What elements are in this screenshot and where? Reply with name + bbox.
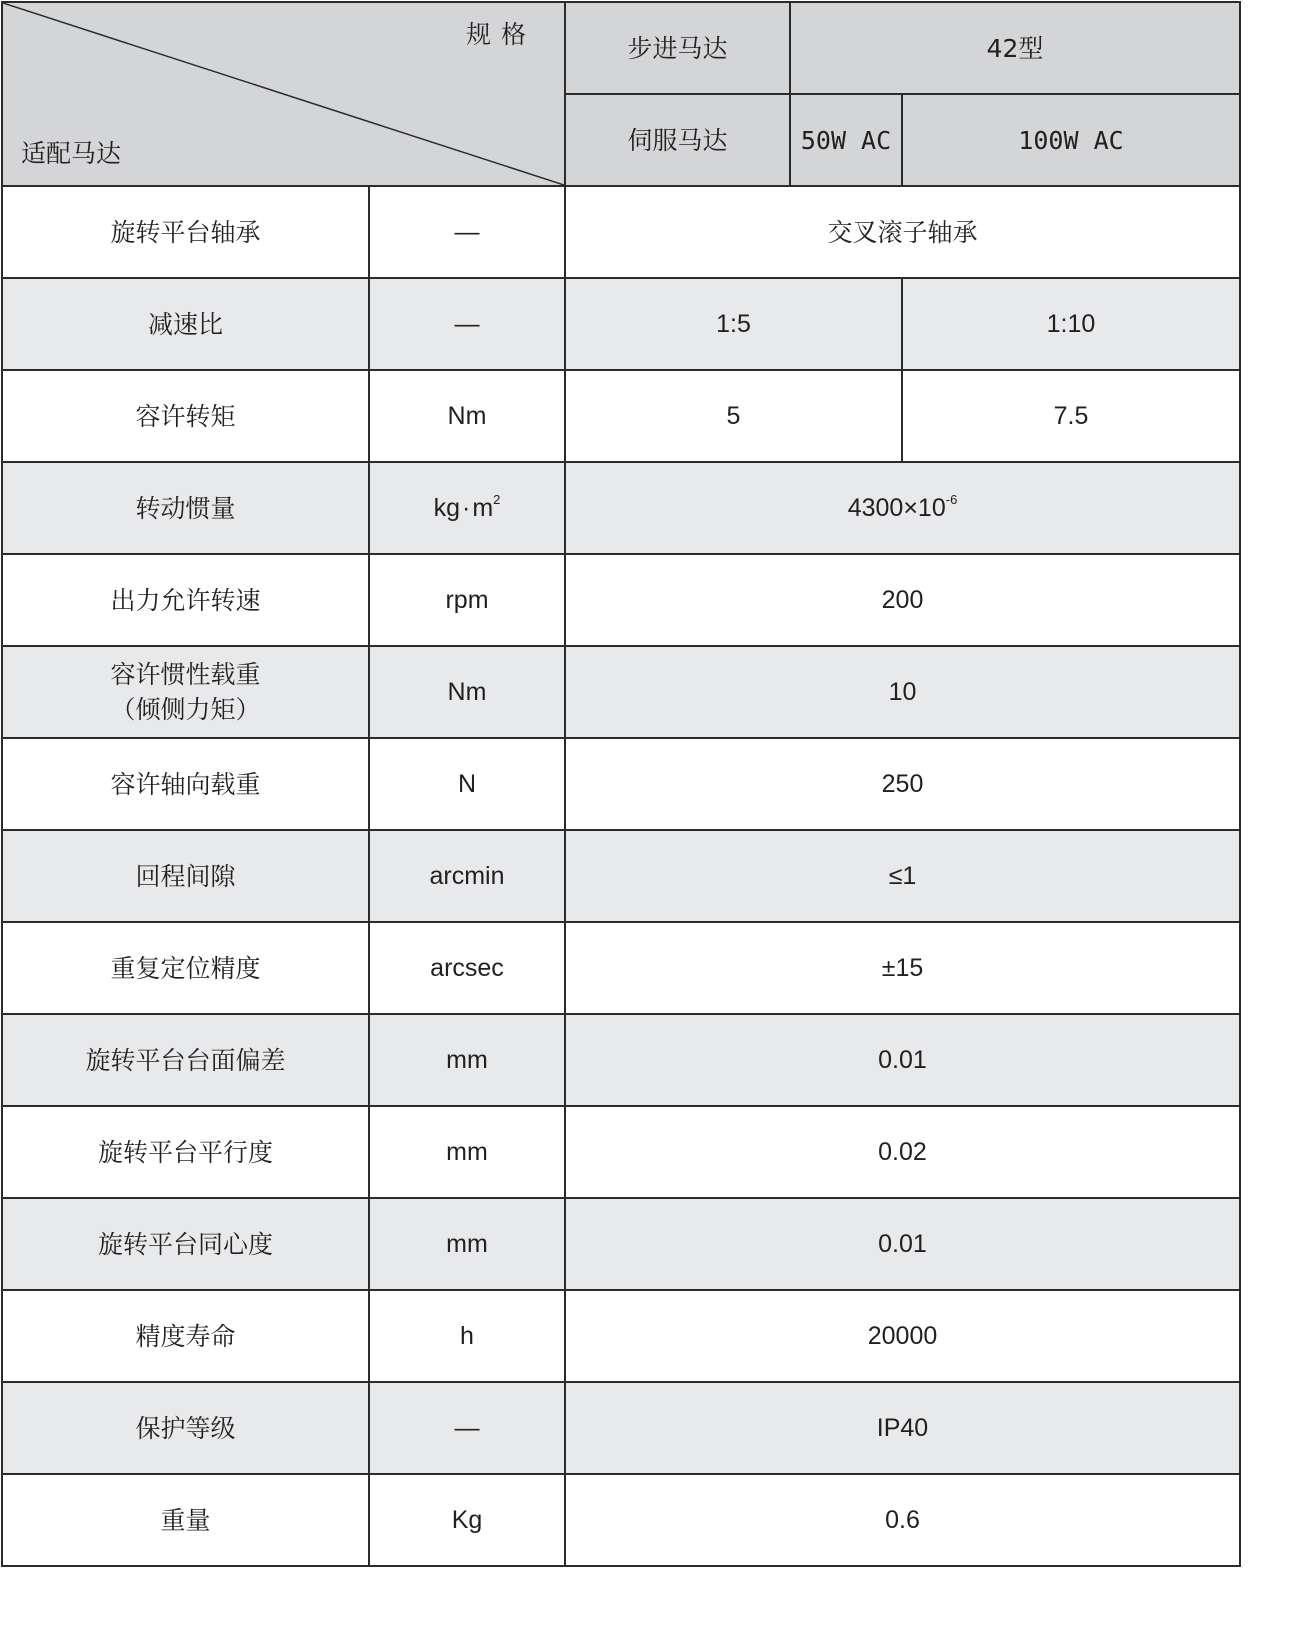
row-value: ±15 bbox=[565, 922, 1240, 1014]
row-unit: rpm bbox=[369, 554, 565, 646]
row-unit: h bbox=[369, 1290, 565, 1382]
header-row-stepper bbox=[2, 2, 1240, 94]
row-value: 20000 bbox=[565, 1290, 1240, 1382]
table-row bbox=[2, 1474, 1240, 1566]
value-exponent: -6 bbox=[945, 491, 958, 507]
row-name: 转动惯量 bbox=[2, 462, 369, 554]
unit-exponent: 2 bbox=[493, 491, 501, 507]
row-value: 10 bbox=[565, 646, 1240, 738]
row-unit: — bbox=[369, 278, 565, 370]
row-unit: arcmin bbox=[369, 830, 565, 922]
table-row bbox=[2, 1290, 1240, 1382]
row-name: 旋转平台轴承 bbox=[2, 186, 369, 278]
unit-dot: · bbox=[462, 493, 471, 522]
table-row bbox=[2, 1198, 1240, 1290]
table-row bbox=[2, 1106, 1240, 1198]
spec-corner-label: 规格 bbox=[465, 20, 536, 49]
row-value: 200 bbox=[565, 554, 1240, 646]
diagonal-header-cell bbox=[2, 2, 565, 186]
table-row bbox=[2, 554, 1240, 646]
unit-base: kg bbox=[433, 493, 460, 522]
row-value: IP40 bbox=[565, 1382, 1240, 1474]
row-name-line2: （倾侧力矩） bbox=[110, 695, 261, 724]
row-unit: mm bbox=[369, 1106, 565, 1198]
row-value: 0.6 bbox=[565, 1474, 1240, 1566]
servo-100w-value: 100W AC bbox=[902, 94, 1240, 186]
row-name: 保护等级 bbox=[2, 1382, 369, 1474]
row-name: 旋转平台同心度 bbox=[2, 1198, 369, 1290]
row-unit: — bbox=[369, 186, 565, 278]
row-name: 出力允许转速 bbox=[2, 554, 369, 646]
row-value: 交叉滚子轴承 bbox=[565, 186, 1240, 278]
row-name: 旋转平台台面偏差 bbox=[2, 1014, 369, 1106]
row-value: 0.01 bbox=[565, 1198, 1240, 1290]
row-name: 容许转矩 bbox=[2, 370, 369, 462]
row-unit: mm bbox=[369, 1014, 565, 1106]
row-value-left: 5 bbox=[565, 370, 902, 462]
servo-motor-label: 伺服马达 bbox=[565, 94, 790, 186]
stepper-motor-label: 步进马达 bbox=[565, 2, 790, 94]
row-unit: arcsec bbox=[369, 922, 565, 1014]
table-row bbox=[2, 1382, 1240, 1474]
table-row bbox=[2, 278, 1240, 370]
row-value: 250 bbox=[565, 738, 1240, 830]
row-unit: mm bbox=[369, 1198, 565, 1290]
table-row bbox=[2, 462, 1240, 554]
row-name-line1: 容许惯性载重 bbox=[110, 660, 261, 689]
row-name: 精度寿命 bbox=[2, 1290, 369, 1382]
row-name: 回程间隙 bbox=[2, 830, 369, 922]
row-name: 容许轴向载重 bbox=[2, 738, 369, 830]
row-name: 重复定位精度 bbox=[2, 922, 369, 1014]
table-row bbox=[2, 738, 1240, 830]
row-name: 旋转平台平行度 bbox=[2, 1106, 369, 1198]
row-value: ≤1 bbox=[565, 830, 1240, 922]
row-unit: N bbox=[369, 738, 565, 830]
row-name: 重量 bbox=[2, 1474, 369, 1566]
row-unit: Kg bbox=[369, 1474, 565, 1566]
row-unit: Nm bbox=[369, 646, 565, 738]
table-row bbox=[2, 922, 1240, 1014]
spec-table bbox=[1, 1, 1241, 1567]
table-row bbox=[2, 830, 1240, 922]
row-value-right: 7.5 bbox=[902, 370, 1240, 462]
unit-mid: m bbox=[472, 493, 494, 522]
row-value: 0.02 bbox=[565, 1106, 1240, 1198]
table-row bbox=[2, 1014, 1240, 1106]
row-unit: — bbox=[369, 1382, 565, 1474]
value-base: 4300×10 bbox=[847, 493, 946, 522]
row-name bbox=[2, 646, 369, 738]
row-name: 减速比 bbox=[2, 278, 369, 370]
motor-corner-label: 适配马达 bbox=[21, 139, 122, 168]
row-value bbox=[565, 462, 1240, 554]
row-value-left: 1:5 bbox=[565, 278, 902, 370]
row-unit bbox=[369, 462, 565, 554]
row-unit: Nm bbox=[369, 370, 565, 462]
servo-50w-value: 50W AC bbox=[790, 94, 902, 186]
row-value: 0.01 bbox=[565, 1014, 1240, 1106]
stepper-motor-value: 42型 bbox=[790, 2, 1240, 94]
table-row bbox=[2, 370, 1240, 462]
table-row bbox=[2, 186, 1240, 278]
row-value-right: 1:10 bbox=[902, 278, 1240, 370]
table-row bbox=[2, 646, 1240, 738]
